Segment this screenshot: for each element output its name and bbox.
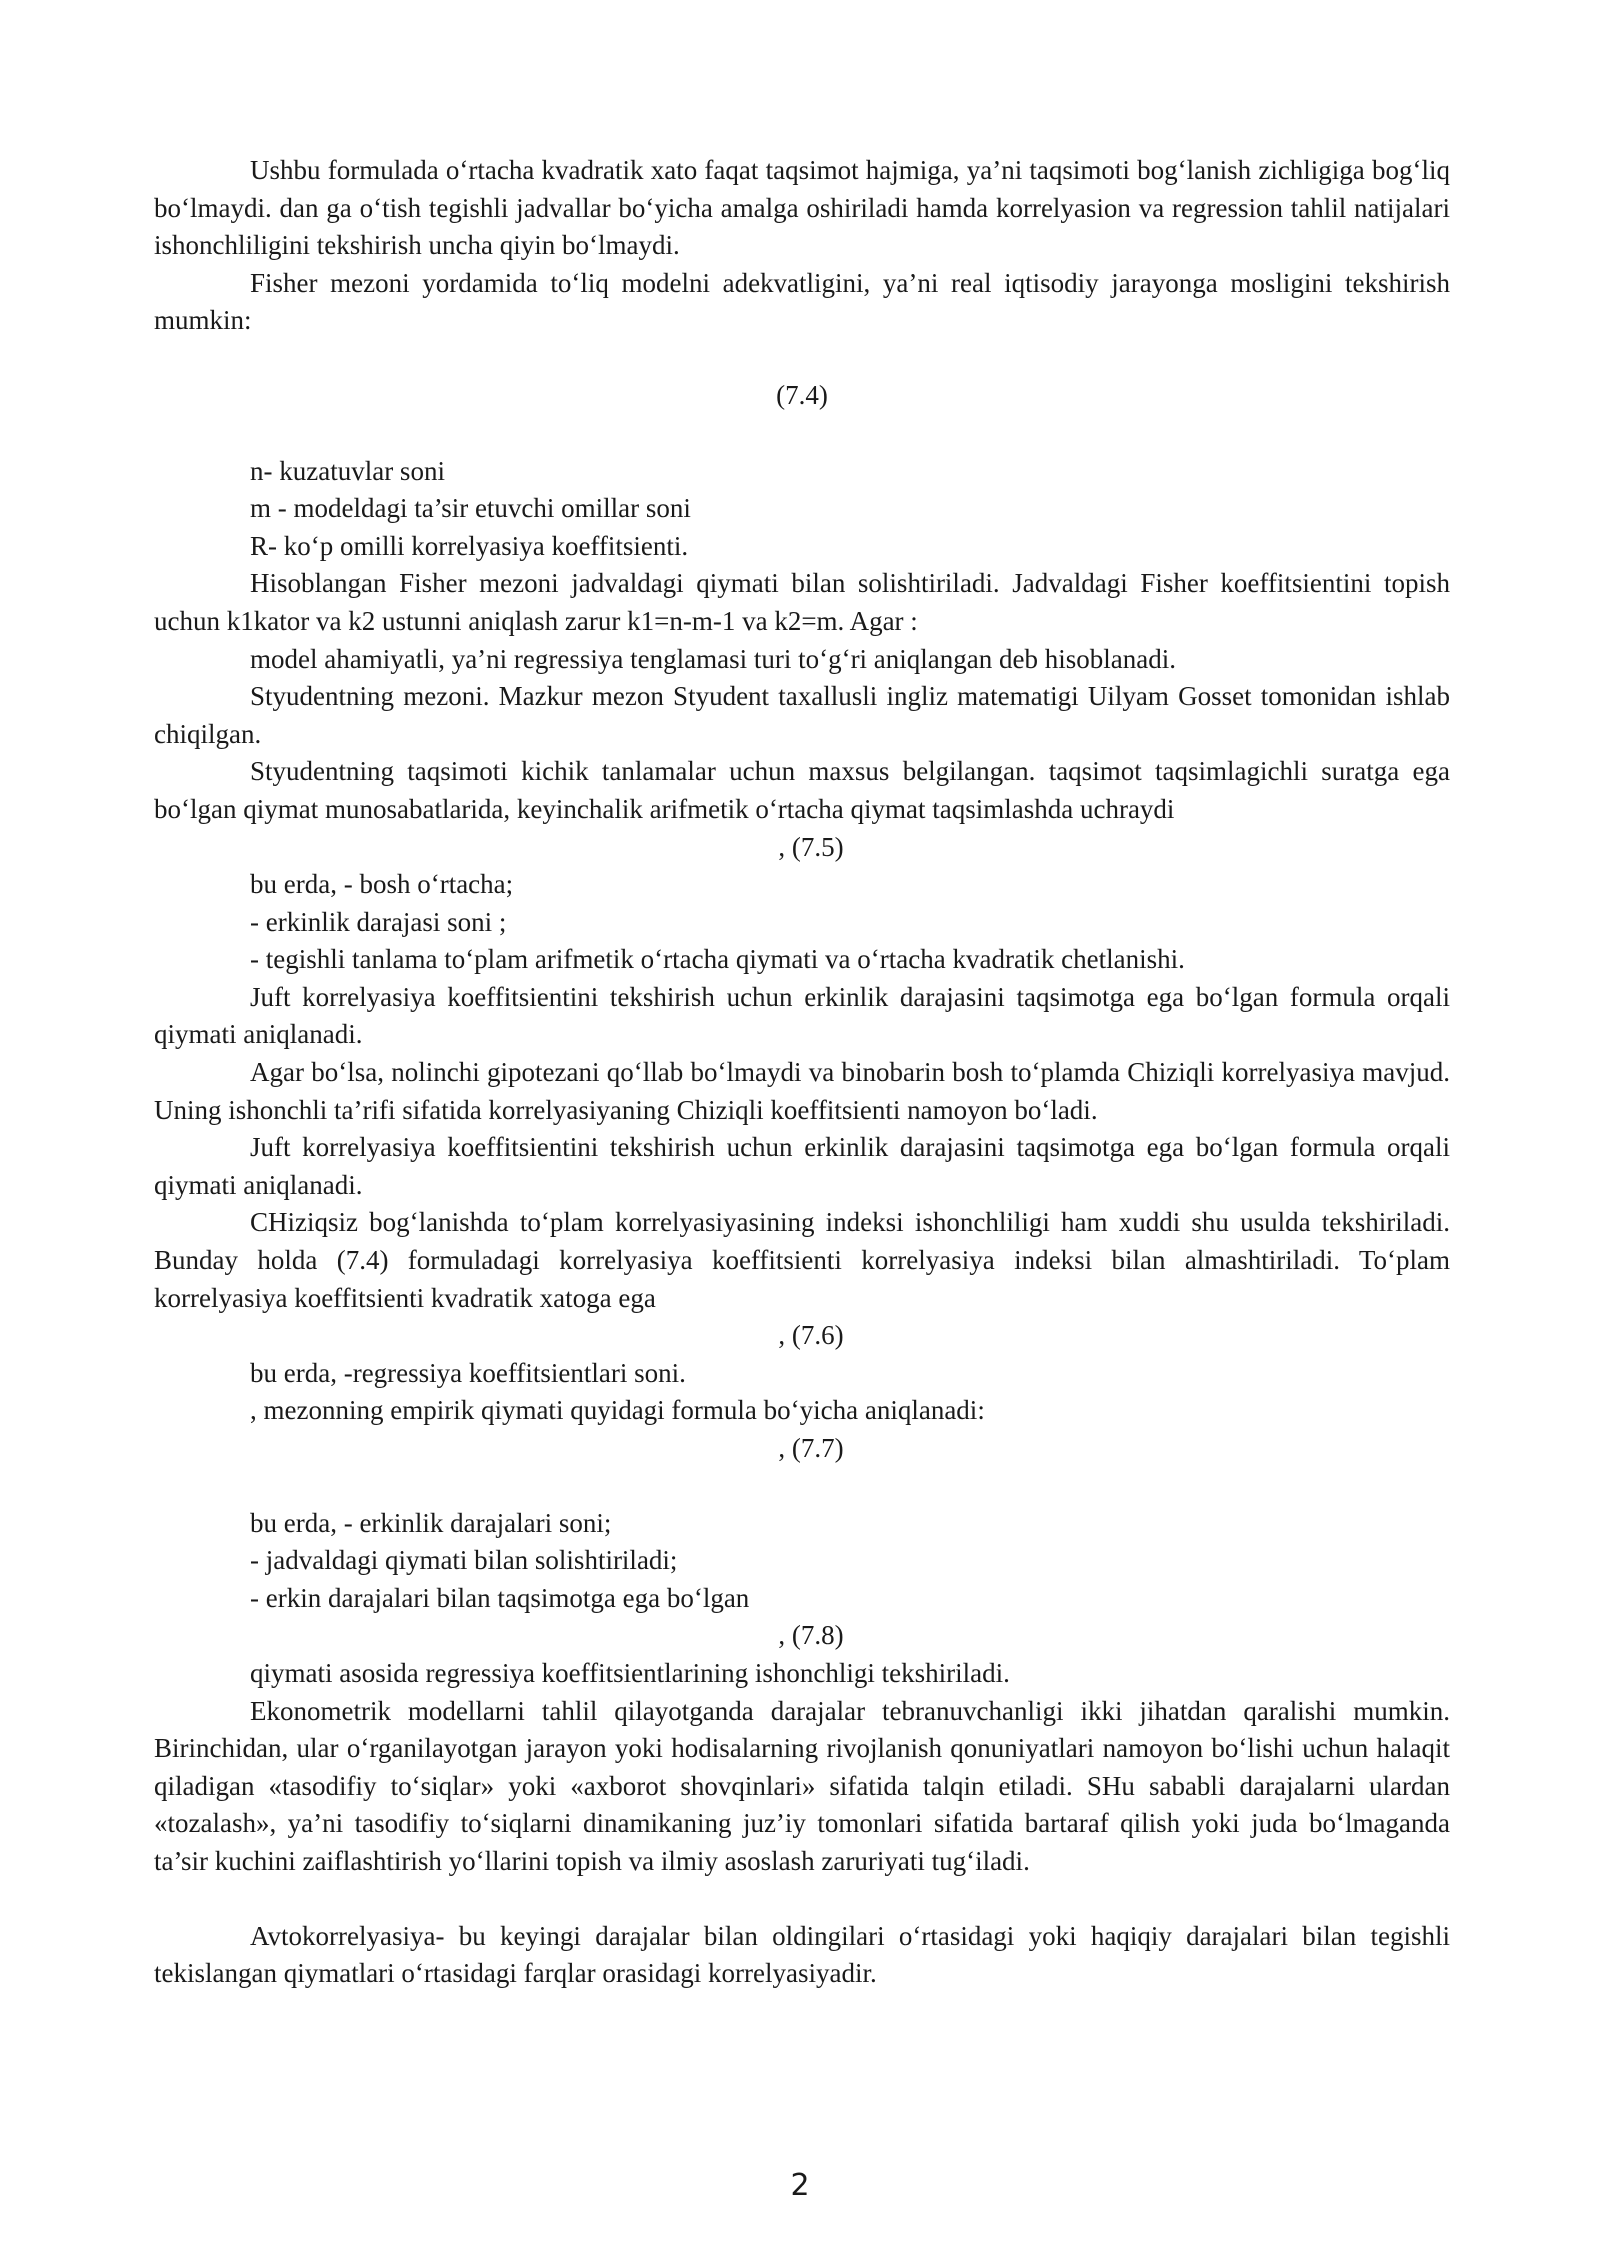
formula-space	[154, 415, 1450, 453]
paragraph-student-distribution: Styudentning taqsimoti kichik tanlamalar uchun maxsus belgilangan. taqsimot taqsimlagichli suratga ega bo‘lgan qiymat munosabatlarida, keyinchalik arifmetik o‘rtacha qiymat taqsimlashda uchraydi	[154, 756, 1450, 824]
definition-table-value: - jadvaldagi qiymati bilan solishtiriladi;	[250, 1545, 678, 1576]
equation-label-7-8: , (7.8)	[778, 1620, 844, 1651]
definition-m: m - modeldagi ta’sir etuvchi omillar soni	[250, 493, 691, 524]
equation-label-7-7: , (7.7)	[778, 1433, 844, 1463]
definition-degrees-freedom: - erkinlik darajasi soni ;	[250, 906, 507, 937]
equation-label-7-6: , (7.6)	[778, 1320, 844, 1351]
paragraph-error-formula: Ushbu formulada o‘rtacha kvadratik xato faqat taqsimot hajmiga, ya’ni taqsimoti bog‘lanish zichligiga bog‘liq bo‘lmaydi. dan ga o‘tish tegishli jadvallar bo‘yicha amalga oshiriladi hamda korrelyasion va regression tahlil natijalari ishonchliligini tekshirish uncha qiyin bo‘lmaydi.	[154, 155, 1450, 261]
definition-freedom-levels: bu erda, - erkinlik darajalari soni;	[250, 1507, 612, 1538]
paragraph-pair-correlation: Juft korrelyasiya koeffitsientini tekshirish uchun erkinlik darajasini taqsimotga ega bo‘lgan formula orqali qiymati aniqlanadi.	[154, 981, 1450, 1050]
definition-regression-coefficients: bu erda, -regressiya koeffitsientlari soni.	[250, 1357, 686, 1388]
formula-space	[154, 340, 1450, 377]
paragraph-coefficient-reliability: qiymati asosida regressiya koeffitsientlarining ishonchligi tekshiriladi.	[250, 1657, 1010, 1688]
definition-free-levels: - erkin darajalari bilan taqsimotga ega bo‘lgan	[250, 1582, 750, 1613]
paragraph-empirical-value: , mezonning empirik qiymati quyidagi formula bo‘yicha aniqlanadi:	[250, 1395, 985, 1426]
paragraph-null-hypothesis: Agar bo‘lsa, nolinchi gipotezani qo‘llab bo‘lmaydi va binobarin bosh to‘plamda Chiziqli korrelyasiya mavjud. Uning ishonchli ta’rifi sifatida korrelyasiyaning Chiziqli koeffitsienti namoyon bo‘ladi.	[154, 1057, 1450, 1125]
definition-n: n- kuzatuvlar soni	[250, 455, 445, 486]
paragraph-pair-correlation-repeat: Juft korrelyasiya koeffitsientini tekshirish uchun erkinlik darajasini taqsimotga ega bo‘lgan formula orqali qiymati aniqlanadi.	[154, 1132, 1450, 1200]
paragraph-fisher-compare: Hisoblangan Fisher mezoni jadvaldagi qiymati bilan solishtiriladi. Jadvaldagi Fisher koeffitsientini topish uchun k1kator va k2 ustunni aniqlash zarur k1=n-m-1 va k2=m. Agar :	[154, 568, 1450, 636]
definition-r: R- ko‘p omilli korrelyasiya koeffitsienti.	[250, 530, 689, 561]
paragraph-student-criterion: Styudentning mezoni. Mazkur mezon Styudent taxallusli ingliz matematigi Uilyam Gosset tomonidan ishlab chiqilgan.	[154, 681, 1450, 749]
page-body	[154, 152, 1450, 1993]
formula-space	[154, 1468, 1450, 1505]
paragraph-model-significant: model ahamiyatli, ya’ni regressiya tenglamasi turi to‘g‘ri aniqlangan deb hisoblanadi.	[250, 643, 1176, 674]
equation-label-7-5: , (7.5)	[778, 831, 844, 862]
paragraph-space	[154, 1881, 1450, 1918]
definition-general-mean: bu erda, - bosh o‘rtacha;	[250, 869, 514, 900]
paragraph-econometric-models: Ekonometrik modellarni tahlil qilayotganda darajalar tebranuvchanligi ikki jihatdan qaralishi mumkin. Birinchidan, ular o‘rganilayotgan jarayon yoki hodisalarning rivojlanish qonuniyatlari namoyon bo‘lishi uchun halaqit qiladigan «tasodifiy to‘siqlar» yoki «axborot shovqinlari» sifatida talqin etiladi. SHu sababli darajalarni ulardan «tozalash», ya’ni tasodifiy to‘siqlarni dinamikaning juz’iy tomonlari sifatida bartaraf qilish yoki juda bo‘lmaganda ta’sir kuchini zaiflashtirish yo‘llarini topish va ilmiy asoslash zaruriyati tug‘iladi.	[154, 1695, 1450, 1876]
definition-sample-mean: - tegishli tanlama to‘plam arifmetik o‘rtacha qiymati va o‘rtacha kvadratik chetlanishi.	[250, 944, 1185, 975]
paragraph-fisher-intro: Fisher mezoni yordamida to‘liq modelni adekvatligini, ya’ni real iqtisodiy jarayonga mosligini tekshirish mumkin:	[154, 267, 1450, 336]
page-number: 2	[790, 2168, 810, 2203]
equation-label-7-4: (7.4)	[776, 379, 828, 410]
paragraph-nonlinear: CHiziqsiz bog‘lanishda to‘plam korrelyasiyasining indeksi ishonchliligi ham xuddi shu usulda tekshiriladi. Bunday holda (7.4) formuladagi korrelyasiya koeffitsienti korrelyasiya indeksi bilan almashtiriladi. To‘plam korrelyasiya koeffitsienti kvadratik xatoga ega	[154, 1207, 1450, 1313]
paragraph-autocorrelation: Avtokorrelyasiya- bu keyingi darajalar bilan oldingilari o‘rtasidagi yoki haqiqiy darajalari bilan tegishli tekislangan qiymatlari o‘rtasidagi farqlar orasidagi korrelyasiyadir.	[154, 1920, 1450, 1989]
